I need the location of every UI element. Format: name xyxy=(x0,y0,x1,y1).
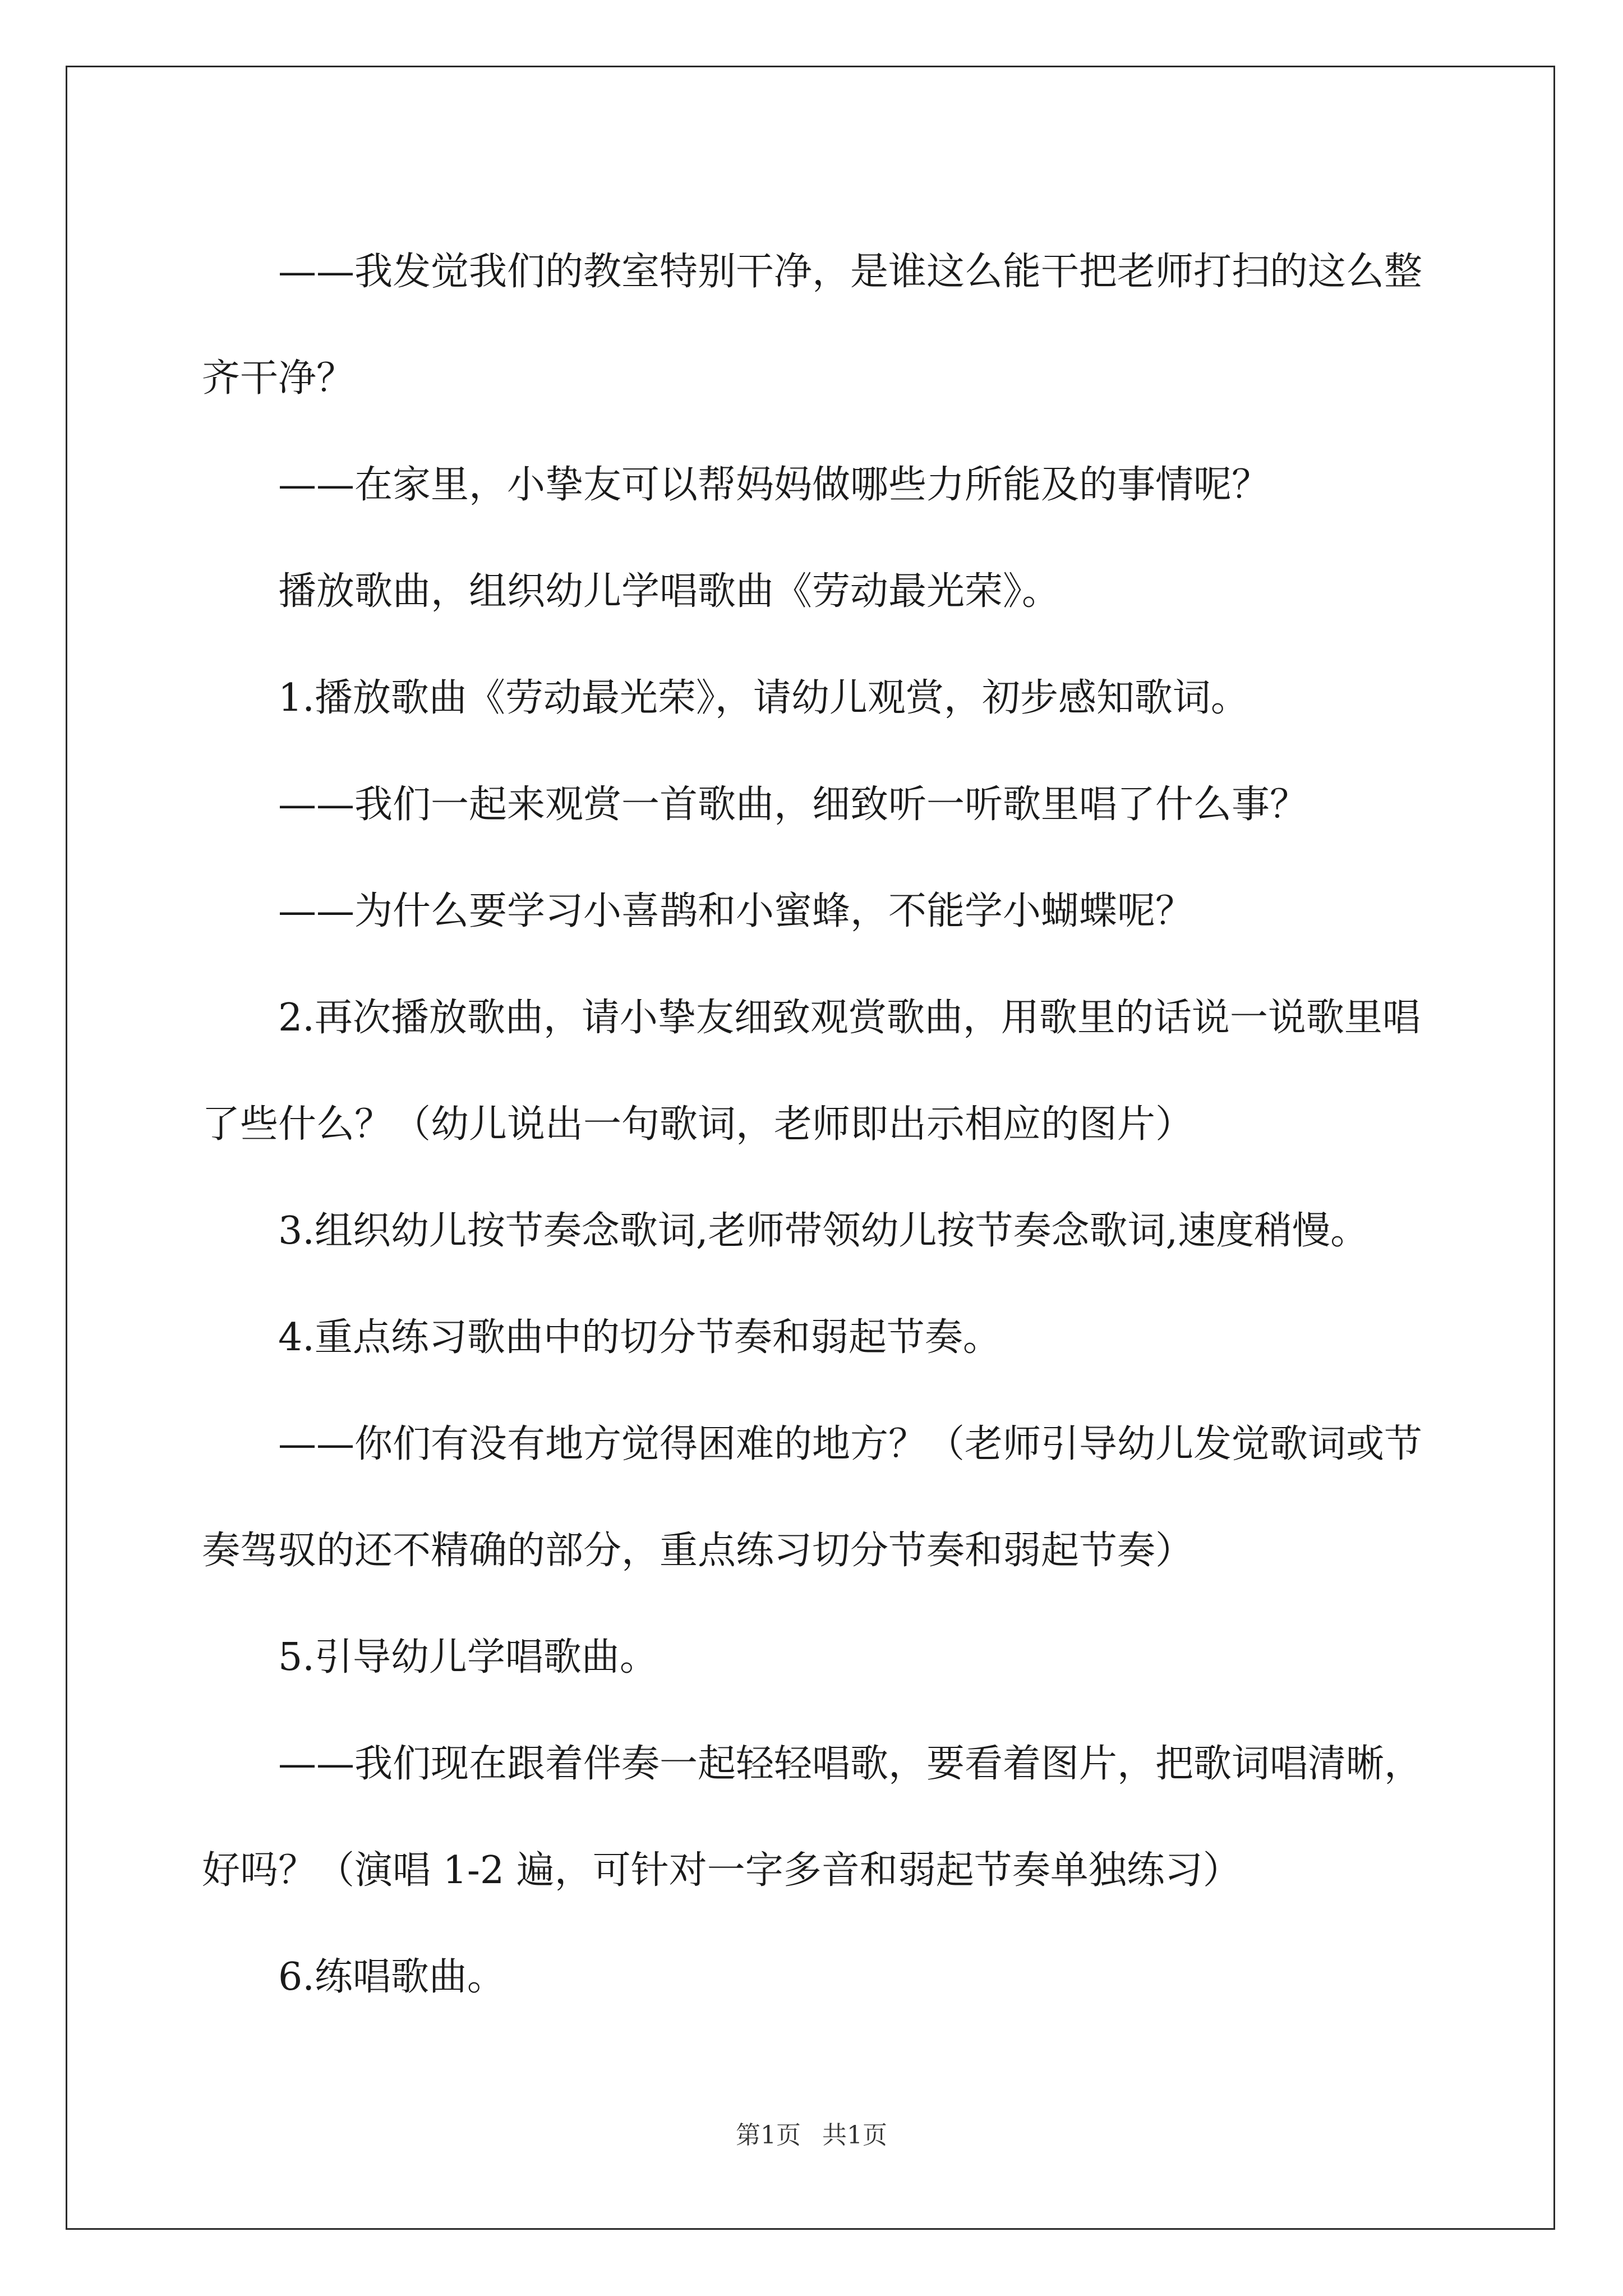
paragraph-10: ——你们有没有地方觉得困难的地方？（老师引导幼儿发觉歌词或节奏驾驭的还不精确的部分，重点练习切分节奏和弱起节奏） xyxy=(202,1422,1423,1573)
paragraph-4: 1.播放歌曲《劳动最光荣》，请幼儿观赏，初步感知歌词。 xyxy=(278,676,1249,720)
page-footer xyxy=(0,2115,1623,2151)
page-number-current: 第1页 xyxy=(736,2121,801,2150)
paragraph-1: ——我发觉我们的教室特别干净，是谁这么能干把老师打扫的这么整齐干净？ xyxy=(202,250,1423,401)
paragraph-13: 6.练唱歌曲。 xyxy=(278,1955,505,1999)
paragraph-5: ——我们一起来观赏一首歌曲，细致听一听歌里唱了什么事？ xyxy=(278,783,1308,827)
paragraph-6: ——为什么要学习小喜鹊和小蜜蜂，不能学小蝴蝶呢？ xyxy=(278,889,1194,933)
paragraph-11: 5.引导幼儿学唱歌曲。 xyxy=(278,1635,658,1680)
paragraph-2: ——在家里，小挚友可以帮妈妈做哪些力所能及的事情呢？ xyxy=(278,463,1270,507)
paragraph-9: 4.重点练习歌曲中的切分节奏和弱起节奏。 xyxy=(278,1315,1001,1360)
paragraph-3: 播放歌曲，组织幼儿学唱歌曲《劳动最光荣》。 xyxy=(278,569,1061,614)
page-number-total: 共1页 xyxy=(822,2121,887,2150)
paragraph-12: ——我们现在跟着伴奏一起轻轻唱歌，要看着图片，把歌词唱清晰，好吗？（演唱 1-2 遍，可针对一字多音和弱起节奏单独练习） xyxy=(202,1742,1423,1893)
paragraph-7: 2.再次播放歌曲，请小挚友细致观赏歌曲，用歌里的话说一说歌里唱了些什么？（幼儿说出一句歌词，老师即出示相应的图片） xyxy=(202,996,1421,1147)
paragraph-8: 3.组织幼儿按节奏念歌词,老师带领幼儿按节奏念歌词,速度稍慢。 xyxy=(278,1209,1369,1253)
document-body xyxy=(202,219,1427,2031)
